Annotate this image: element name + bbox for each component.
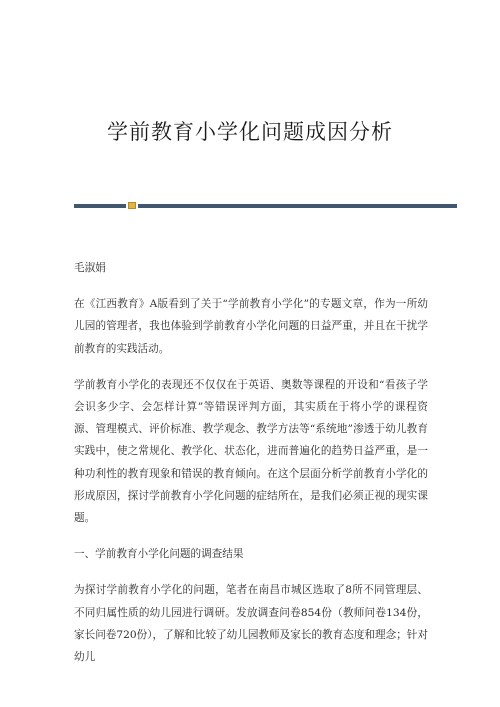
divider-bar-left [74, 204, 126, 208]
paragraph-survey: 为探讨学前教育小学化的问题，笔者在南昌市城区选取了8所不同管理层、不同归属性质的幼儿园进行调研。发放调查问卷854份（教师问卷134份，家长问卷720份），了解和比较了幼儿园教师及家长的教育态度和理念；针对幼儿 [74, 584, 428, 664]
section-heading-survey: 一、学前教育小学化问题的调查结果 [74, 548, 244, 561]
paragraph-analysis: 学前教育小学化的表现还不仅仅在于英语、奥数等课程的开设和“看孩子学会识多少字、会怎样计算”等错误评判方面，其实质在于将小学的课程资源、管理模式、评价标准、教学观念、教学方法等“系统地”渗透于幼儿教育实践中，使之常规化、教学化、状态化，进而普遍化的趋势日益严重，是一种功利性的教育现象和错误的教育倾向。在这个层面分析学前教育小学化的形成原因，探讨学前教育小学化问题的症结所在，是我们必须正视的现实课题。 [74, 378, 428, 525]
document-title: 学前教育小学化问题成因分析 [107, 120, 393, 144]
document-body [74, 257, 428, 682]
paragraph-intro: 在《江西教育》A版看到了关于“学前教育小学化”的专题文章，作为一所幼儿园的管理者，我也体验到学前教育小学化问题的日益严重，并且在干扰学前教育的实践活动。 [74, 298, 428, 355]
divider-bar-right [138, 204, 457, 208]
divider-ornament-icon [128, 202, 136, 209]
author-name: 毛淑娟 [74, 262, 106, 274]
title-divider [74, 204, 457, 208]
